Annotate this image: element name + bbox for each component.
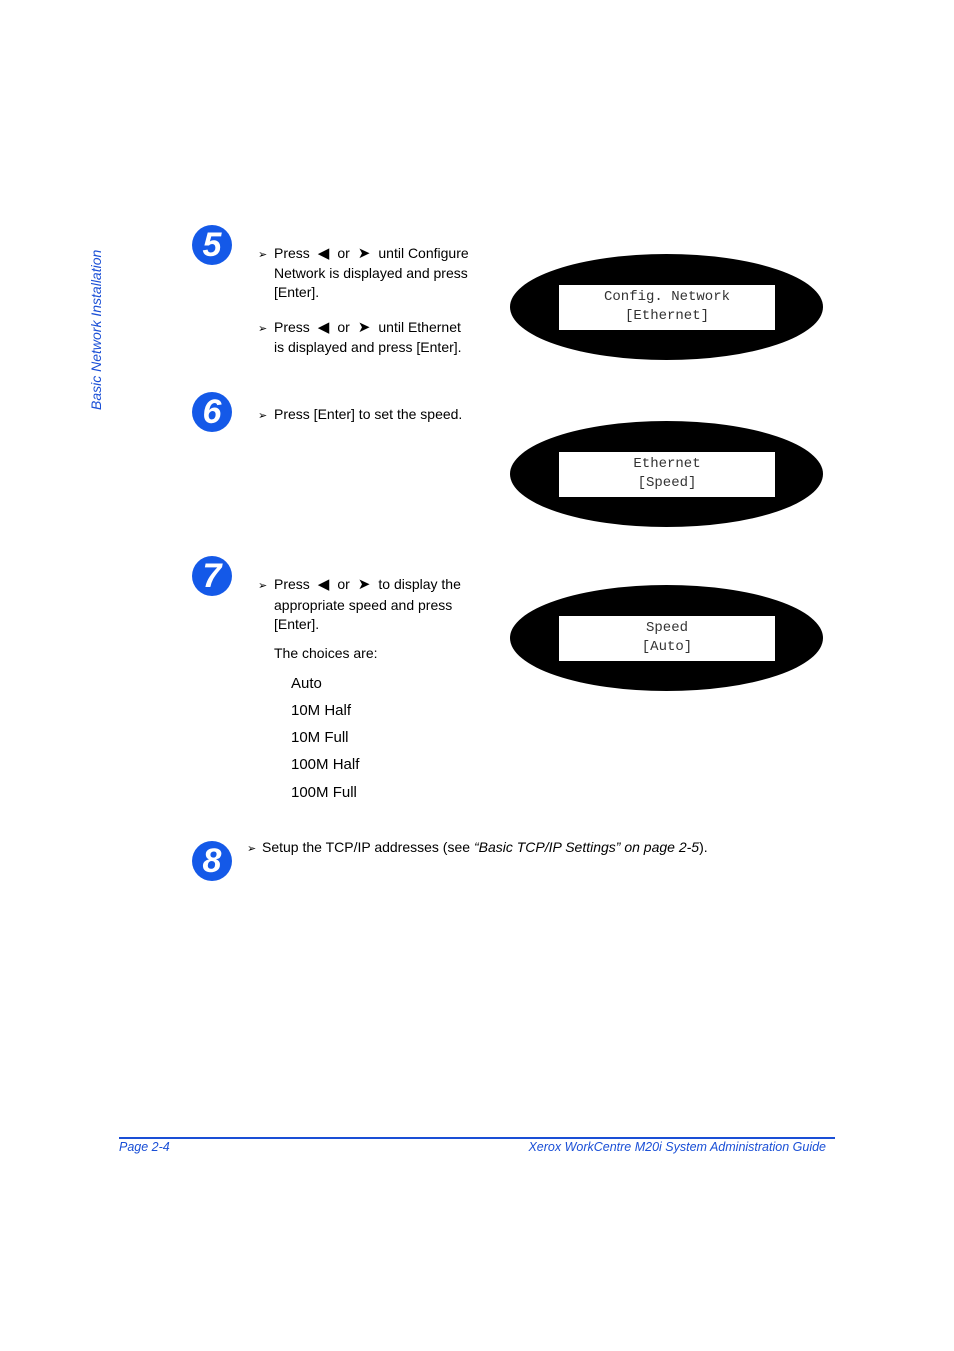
step-5-instruction-1-line-3: [Enter]. — [274, 284, 320, 300]
bullet-icon: ➢ — [247, 843, 257, 855]
left-arrow-icon: ◀ — [317, 245, 330, 262]
choice-item: 100M Full — [291, 784, 357, 801]
step-5-instruction-2-line-2: is displayed and press [Enter]. — [274, 339, 462, 355]
press-word: Press — [274, 319, 310, 335]
step-6-instruction: Press [Enter] to set the speed. — [274, 406, 463, 422]
or-word: or — [337, 576, 350, 592]
bullet-icon: ➢ — [258, 580, 268, 592]
step-6-badge: 6 — [192, 392, 232, 432]
page-number: Page 2-4 — [119, 1140, 170, 1154]
lcd-line-2: [Auto] — [641, 639, 693, 655]
choices-label: The choices are: — [274, 645, 378, 661]
step-5-instruction-2-line-1 — [274, 318, 461, 337]
lcd-line-1: Config. Network — [603, 289, 731, 305]
right-arrow-icon: ➤ — [357, 245, 371, 262]
press-word: Press — [274, 245, 310, 261]
bullet-icon: ➢ — [258, 323, 268, 335]
press-word: Press — [274, 576, 310, 592]
step-7-instruction-line-1 — [274, 575, 461, 594]
choice-item: 10M Full — [291, 729, 349, 746]
lcd-display-ethernet — [510, 421, 823, 527]
lcd-line-2: [Ethernet] — [624, 308, 709, 324]
instruction-text: until Configure — [378, 245, 469, 261]
bullet-icon: ➢ — [258, 410, 268, 422]
lcd-screen — [559, 452, 775, 497]
instruction-text: Setup the TCP/IP addresses (see — [262, 839, 474, 855]
right-arrow-icon: ➤ — [357, 319, 371, 336]
lcd-display-config-network — [510, 254, 823, 360]
step-7-instruction-line-3: [Enter]. — [274, 616, 320, 632]
step-7-badge: 7 — [192, 556, 232, 596]
step-5-instruction-1-line-1 — [274, 244, 469, 263]
lcd-display-speed — [510, 585, 823, 691]
section-side-title: Basic Network Installation — [88, 249, 104, 410]
lcd-line-1: Speed — [645, 620, 688, 636]
step-8-instruction — [262, 838, 708, 857]
choice-item: 10M Half — [291, 702, 352, 719]
or-word: or — [337, 245, 350, 261]
step-5-badge: 5 — [192, 225, 232, 265]
lcd-line-1: Ethernet — [633, 456, 701, 472]
cross-reference-link[interactable]: “Basic TCP/IP Settings” on page 2-5 — [473, 839, 700, 855]
instruction-text: until Ethernet — [378, 319, 461, 335]
or-word: or — [337, 319, 350, 335]
instruction-text: to display the — [378, 576, 461, 592]
instruction-text: ). — [699, 839, 708, 855]
step-8-badge: 8 — [192, 841, 232, 881]
left-arrow-icon: ◀ — [317, 576, 330, 593]
choice-item: 100M Half — [291, 756, 360, 773]
lcd-screen — [559, 616, 775, 661]
right-arrow-icon: ➤ — [357, 576, 371, 593]
step-7-instruction-line-2: appropriate speed and press — [274, 597, 453, 613]
bullet-icon: ➢ — [258, 249, 268, 261]
step-5-instruction-1-line-2: Network is displayed and press — [274, 265, 468, 281]
lcd-screen — [559, 285, 775, 330]
footer-divider — [119, 1137, 835, 1139]
lcd-line-2: [Speed] — [637, 475, 697, 491]
left-arrow-icon: ◀ — [317, 319, 330, 336]
guide-title: Xerox WorkCentre M20i System Administration Guide — [528, 1140, 826, 1154]
choice-item: Auto — [291, 675, 322, 692]
